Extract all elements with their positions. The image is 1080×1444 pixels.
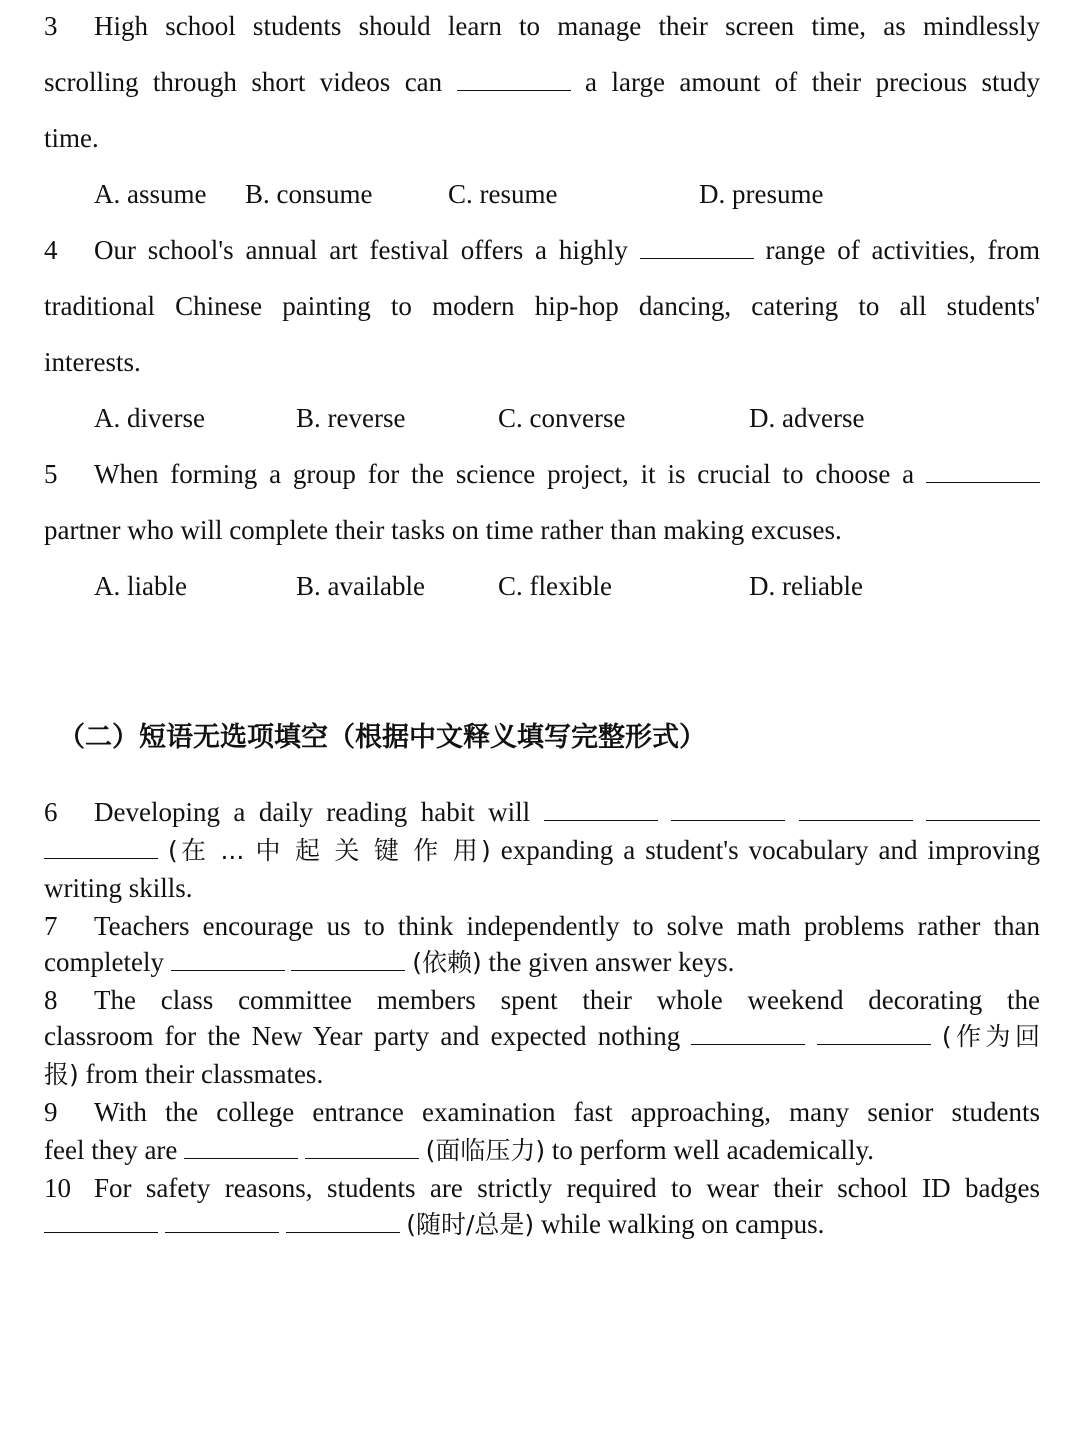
q3-option-b[interactable]: B. consume bbox=[245, 179, 373, 209]
q7-text-line1: Teachers encourage us to think independently to solve math problems rather than bbox=[94, 911, 1040, 941]
q7-line2 bbox=[44, 944, 1040, 981]
section2-heading: （二）短语无选项填空（根据中文释义填写完整形式） bbox=[58, 722, 706, 753]
q8-chinese-hint-part2: 报) bbox=[44, 1060, 79, 1089]
q3-answer-blank[interactable] bbox=[457, 68, 571, 91]
q4-number: 4 bbox=[44, 235, 58, 265]
q6-line1 bbox=[44, 794, 1040, 830]
q7-text-line2b: the given answer keys. bbox=[488, 947, 735, 977]
q4-text-line3: interests. bbox=[44, 347, 141, 377]
q5-line1 bbox=[44, 456, 1040, 492]
q4-option-c[interactable]: C. converse bbox=[498, 403, 626, 433]
q9-line2 bbox=[44, 1132, 1040, 1169]
q3-option-c[interactable]: C. resume bbox=[448, 179, 558, 209]
q10-answer-blank-1[interactable] bbox=[44, 1210, 158, 1233]
q8-line2 bbox=[44, 1018, 1040, 1055]
q3-number: 3 bbox=[44, 11, 58, 41]
q6-text-line2: expanding a student's vocabulary and improving bbox=[500, 835, 1041, 865]
q10-text-line2: while walking on campus. bbox=[540, 1209, 825, 1239]
q4-text-line1a: Our school's annual art festival offers a highly bbox=[94, 235, 628, 265]
q6-text-line3: writing skills. bbox=[44, 873, 193, 903]
q8-line3 bbox=[44, 1056, 1040, 1093]
q10-chinese-hint: (随时/总是) bbox=[406, 1210, 535, 1239]
q5-text-line1: When forming a group for the science project, it is crucial to choose a bbox=[94, 459, 915, 489]
q10-number: 10 bbox=[44, 1173, 71, 1203]
q6-answer-blank-1[interactable] bbox=[544, 798, 658, 821]
q4-text-line2: traditional Chinese painting to modern hip-hop dancing, catering to all students' bbox=[44, 291, 1040, 321]
q8-text-line3: from their classmates. bbox=[85, 1059, 324, 1089]
q10-line1 bbox=[44, 1170, 1040, 1206]
q8-chinese-hint-part1: (作为回 bbox=[941, 1022, 1041, 1051]
q9-number: 9 bbox=[44, 1097, 58, 1127]
q6-line3 bbox=[44, 870, 1040, 906]
q5-answer-blank[interactable] bbox=[926, 460, 1040, 483]
q10-text-line1: For safety reasons, students are strictly required to wear their school ID badges bbox=[94, 1173, 1040, 1203]
q8-answer-blank-1[interactable] bbox=[691, 1022, 805, 1045]
q3-text-line1: High school students should learn to manage their screen time, as mindlessly bbox=[94, 11, 1040, 41]
q8-text-line1: The class committee members spent their whole weekend decorating the bbox=[94, 985, 1040, 1015]
q7-answer-blank-1[interactable] bbox=[171, 948, 285, 971]
q9-answer-blank-1[interactable] bbox=[184, 1136, 298, 1159]
q8-answer-blank-2[interactable] bbox=[817, 1022, 931, 1045]
q6-text-line1: Developing a daily reading habit will bbox=[94, 797, 531, 827]
q10-answer-blank-2[interactable] bbox=[165, 1210, 279, 1233]
q6-chinese-hint: (在 ... 中 起 关 键 作 用) bbox=[168, 836, 491, 865]
q6-answer-blank-5[interactable] bbox=[44, 836, 158, 859]
q7-number: 7 bbox=[44, 911, 58, 941]
q4-line3 bbox=[44, 344, 1040, 380]
q9-text-line1: With the college entrance examination fast approaching, many senior students bbox=[94, 1097, 1040, 1127]
q9-text-line2a: feel they are bbox=[44, 1135, 178, 1165]
q8-number: 8 bbox=[44, 985, 58, 1015]
q4-line1 bbox=[44, 232, 1040, 268]
q7-text-line2a: completely bbox=[44, 947, 164, 977]
q5-number: 5 bbox=[44, 459, 58, 489]
q5-option-d[interactable]: D. reliable bbox=[749, 571, 863, 601]
q3-option-d[interactable]: D. presume bbox=[699, 179, 824, 209]
q3-line2 bbox=[44, 64, 1040, 100]
q6-line2 bbox=[44, 832, 1040, 869]
q3-line1 bbox=[44, 8, 1040, 44]
q3-option-a[interactable]: A. assume bbox=[94, 179, 207, 209]
q5-text-line2: partner who will complete their tasks on time rather than making excuses. bbox=[44, 515, 842, 545]
q5-option-c[interactable]: C. flexible bbox=[498, 571, 612, 601]
q3-text-line3: time. bbox=[44, 123, 99, 153]
q6-answer-blank-3[interactable] bbox=[799, 798, 913, 821]
q4-answer-blank[interactable] bbox=[640, 236, 754, 259]
q6-answer-blank-2[interactable] bbox=[671, 798, 785, 821]
q9-chinese-hint: (面临压力) bbox=[425, 1136, 546, 1165]
q4-text-line1b: range of activities, from bbox=[765, 235, 1041, 265]
q7-chinese-hint: (依赖) bbox=[412, 948, 482, 977]
q9-answer-blank-2[interactable] bbox=[305, 1136, 419, 1159]
q7-line1 bbox=[44, 908, 1040, 944]
q9-line1 bbox=[44, 1094, 1040, 1130]
q3-text-line2b: a large amount of their precious study bbox=[585, 67, 1041, 97]
q10-line2 bbox=[44, 1206, 1040, 1243]
q4-option-b[interactable]: B. reverse bbox=[296, 403, 406, 433]
q6-answer-blank-4[interactable] bbox=[926, 798, 1040, 821]
q4-option-d[interactable]: D. adverse bbox=[749, 403, 865, 433]
q3-text-line2a: scrolling through short videos can bbox=[44, 67, 443, 97]
q10-answer-blank-3[interactable] bbox=[286, 1210, 400, 1233]
q5-option-a[interactable]: A. liable bbox=[94, 571, 187, 601]
q9-text-line2b: to perform well academically. bbox=[551, 1135, 875, 1165]
q3-line3 bbox=[44, 120, 1040, 156]
q5-line2 bbox=[44, 512, 1040, 548]
q8-line1 bbox=[44, 982, 1040, 1018]
q4-line2 bbox=[44, 288, 1040, 324]
q6-number: 6 bbox=[44, 797, 58, 827]
q7-answer-blank-2[interactable] bbox=[291, 948, 405, 971]
q5-option-b[interactable]: B. available bbox=[296, 571, 425, 601]
q4-option-a[interactable]: A. diverse bbox=[94, 403, 205, 433]
q8-text-line2a: classroom for the New Year party and expected nothing bbox=[44, 1021, 681, 1051]
